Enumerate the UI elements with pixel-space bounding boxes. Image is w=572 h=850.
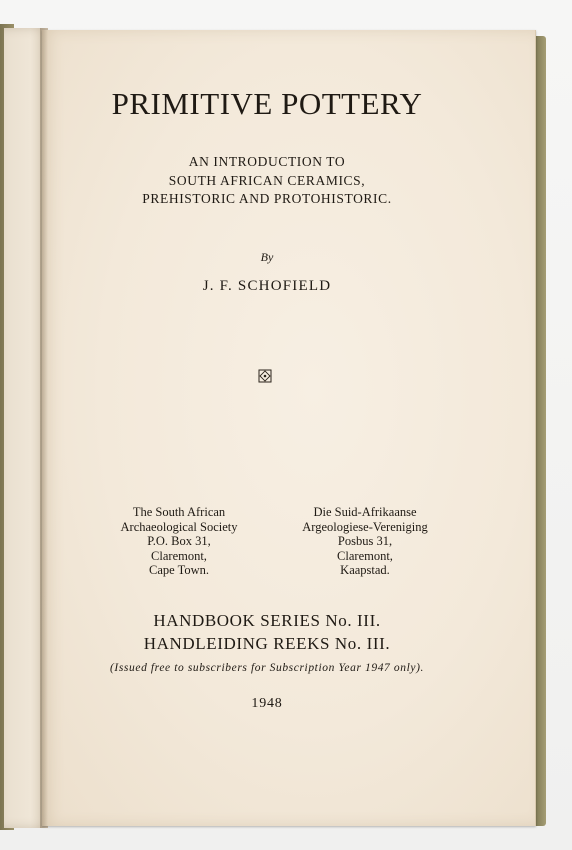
series-line-afrikaans: HANDLEIDING REEKS No. III. [143,634,391,653]
publisher-afrikaans-line: Claremont, [337,548,393,563]
book-subtitle [42,153,492,209]
subtitle-line: AN INTRODUCTION TO [188,154,346,169]
publisher-english-line: Archaeological Society [120,519,238,534]
publisher-afrikaans-line: Die Suid-Afrikaanse [313,505,417,519]
publisher-english-line: Cape Town. [149,563,209,577]
subtitle-line: PREHISTORIC AND PROTOHISTORIC. [142,191,392,206]
author-name: J. F. SCHOFIELD [202,278,332,294]
by-label: By [260,250,274,264]
publisher-english [94,505,264,578]
series-line-english: HANDBOOK SERIES No. III. [153,611,381,630]
printer-ornament-icon [258,369,272,383]
publisher-english-line: Claremont, [151,548,207,563]
publisher-afrikaans-line: Argeologiese-Vereniging [302,519,428,534]
publisher-english-line: The South African [132,505,226,519]
publisher-english-line: P.O. Box 31, [147,534,211,548]
publisher-afrikaans-line: Posbus 31, [337,534,393,548]
publisher-afrikaans-line: Kaapstad. [340,563,390,577]
series-info [42,609,492,655]
publisher-afrikaans [280,505,450,578]
issue-note: (Issued free to subscribers for Subscription Year 1947 only). [110,662,424,674]
book-title: PRIMITIVE POTTERY [111,86,423,121]
subtitle-line: SOUTH AFRICAN CERAMICS, [168,172,366,188]
publication-year: 1948 [251,696,283,711]
